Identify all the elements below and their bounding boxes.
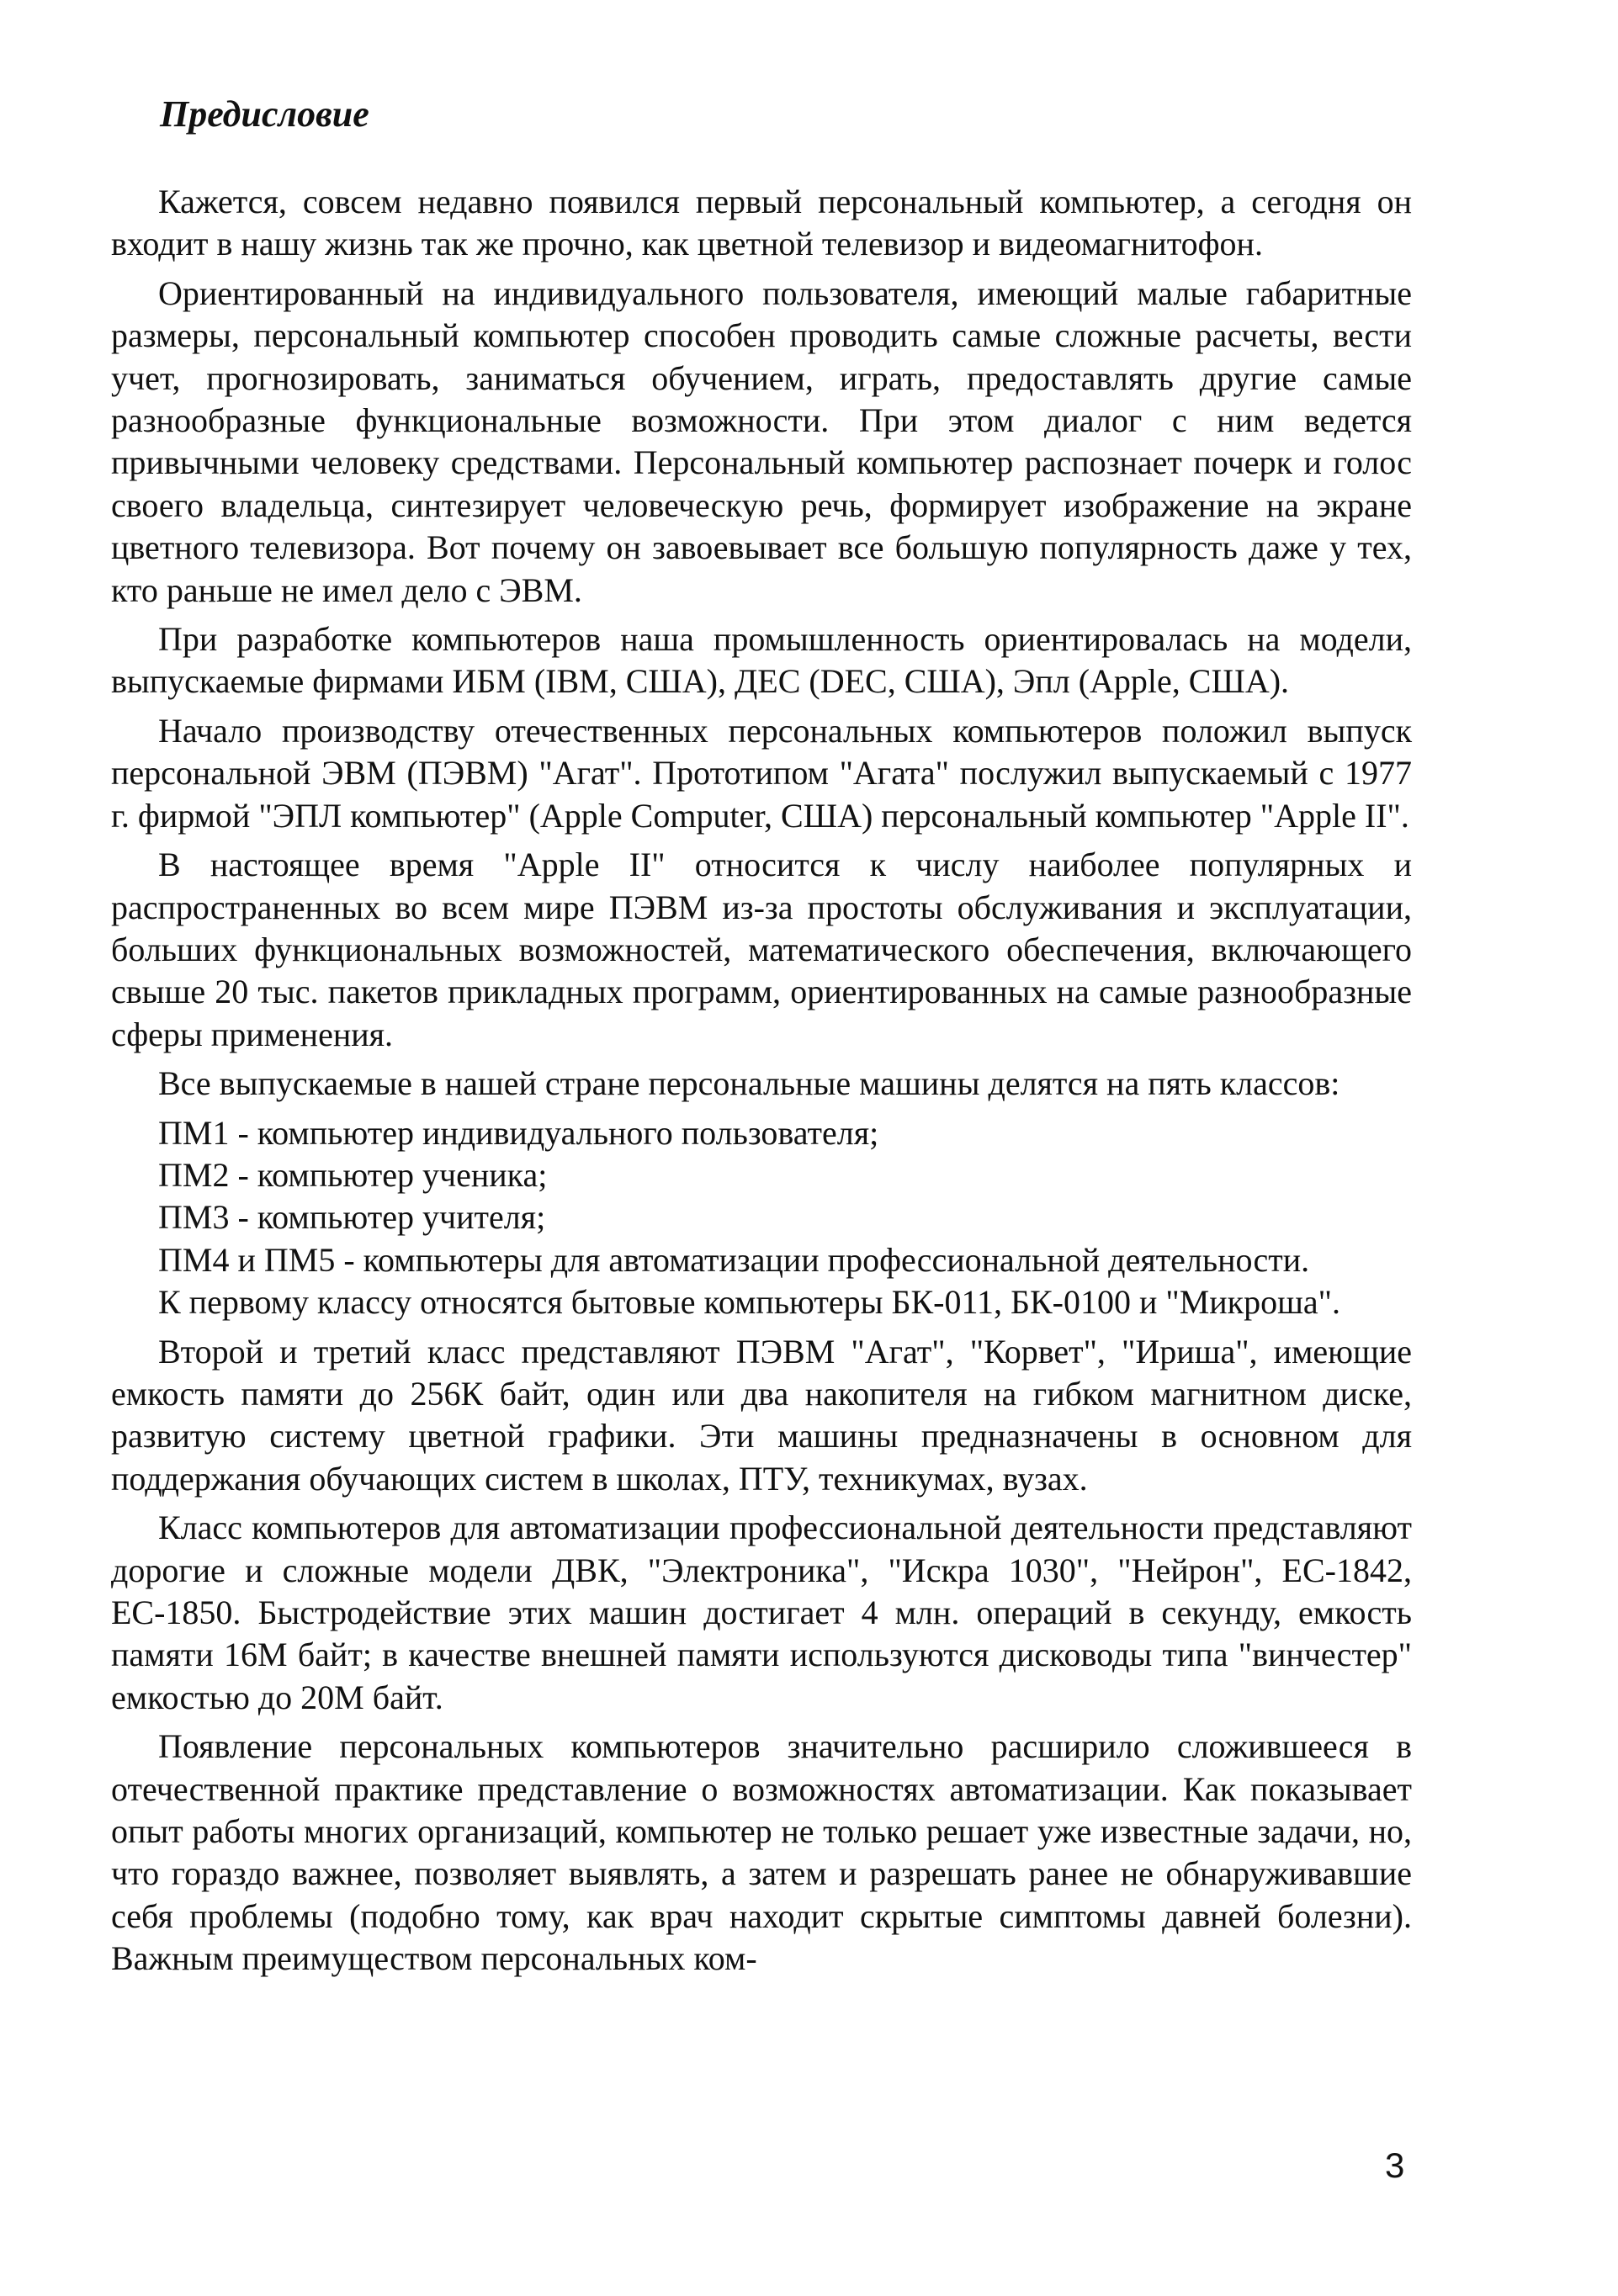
class-list-item: ПМ4 и ПМ5 - компьютеры для автоматизации профессиональной деятельности. xyxy=(158,1240,1310,1279)
body-text xyxy=(111,181,1412,1987)
paragraph: Второй и третий класс представляют ПЭВМ "Агат", "Корвет", "Ириша", имеющие емкость памяти до 256К байт, один или два накопителя на гибком магнитном диске, развитую систему цветной графики. Эти машины предназначены в основном для поддержания обучающих систем в школах, ПТУ, техникумах, вузах. xyxy=(111,1332,1412,1498)
paragraph: В настоящее время "Apple II" относится к числу наиболее популярных и распространенных во всем мире ПЭВМ из-за простоты обслуживания и эксплуатации, больших функциональных возможностей, математического обеспечения, включающего свыше 20 тыс. пакетов прикладных программ, ориентированных на самые разнообразные сферы применения. xyxy=(111,846,1412,1053)
class-list-item: ПМ3 - компьютер учителя; xyxy=(158,1198,546,1237)
page-heading: Предисловие xyxy=(160,93,369,135)
paragraph: Появление персональных компьютеров значительно расширило сложившееся в отечественной практике представление о возможностях автоматизации. Как показывает опыт работы многих организаций, компьютер не только решает уже известные задачи, но, что гораздо важнее, позволяет выявлять, а затем и разрешать ранее не обнаруживавшие себя проблемы (подобно тому, как врач находит скрытые симптомы давней болезни). Важным преимуществом персональных ком- xyxy=(111,1727,1412,1978)
paragraph: Начало производству отечественных персональных компьютеров положил выпуск персональной ЭВМ (ПЭВМ) "Агат". Прототипом "Агата" послужил выпускаемый с 1977 г. фирмой "ЭПЛ компьютер" (Apple Computer, США) персональный компьютер "Apple II". xyxy=(111,711,1412,835)
paragraph: Все выпускаемые в нашей стране персональные машины делятся на пять классов: xyxy=(158,1064,1340,1103)
paragraph: Класс компьютеров для автоматизации профессиональной деятельности представляют дорогие и сложные модели ДВК, "Электроника", "Искра 1030", "Нейрон", ЕС-1842, ЕС-1850. Быстродействие этих машин достигает 4 млн. операций в секунду, емкость памяти 16М байт; в качестве внешней памяти используются дисководы типа "винчестер" емкостью до 20М байт. xyxy=(111,1509,1412,1716)
paragraph: Кажется, совсем недавно появился первый персональный компьютер, а сегодня он входит в нашу жизнь так же прочно, как цветной телевизор и видеомагнитофон. xyxy=(111,183,1412,263)
paragraph: При разработке компьютеров наша промышленность ориентировалась на модели, выпускаемые фирмами ИБМ (IBM, США), ДЕС (DEC, США), Эпл (Apple, США). xyxy=(111,620,1412,701)
page-number: 3 xyxy=(1385,2145,1405,2185)
class-list-item: ПМ1 - компьютер индивидуального пользователя; xyxy=(158,1113,879,1152)
paragraph: Ориентированный на индивидуального пользователя, имеющий малые габаритные размеры, персональный компьютер способен проводить самые сложные расчеты, вести учет, прогнозировать, заниматься обучением, играть, предоставлять другие самые разнообразные функциональные возможности. При этом диалог с ним ведется привычными человеку средствами. Персональный компьютер распознает почерк и голос своего владельца, синтезирует человеческую речь, формирует изображение на экране цветного телевизора. Вот почему он завоевывает все большую популярность даже у тех, кто раньше не имел дело с ЭВМ. xyxy=(111,273,1412,609)
paragraph: К первому классу относятся бытовые компьютеры БК-011, БК-0100 и "Микроша". xyxy=(158,1283,1340,1322)
class-list-item: ПМ2 - компьютер ученика; xyxy=(158,1155,548,1194)
